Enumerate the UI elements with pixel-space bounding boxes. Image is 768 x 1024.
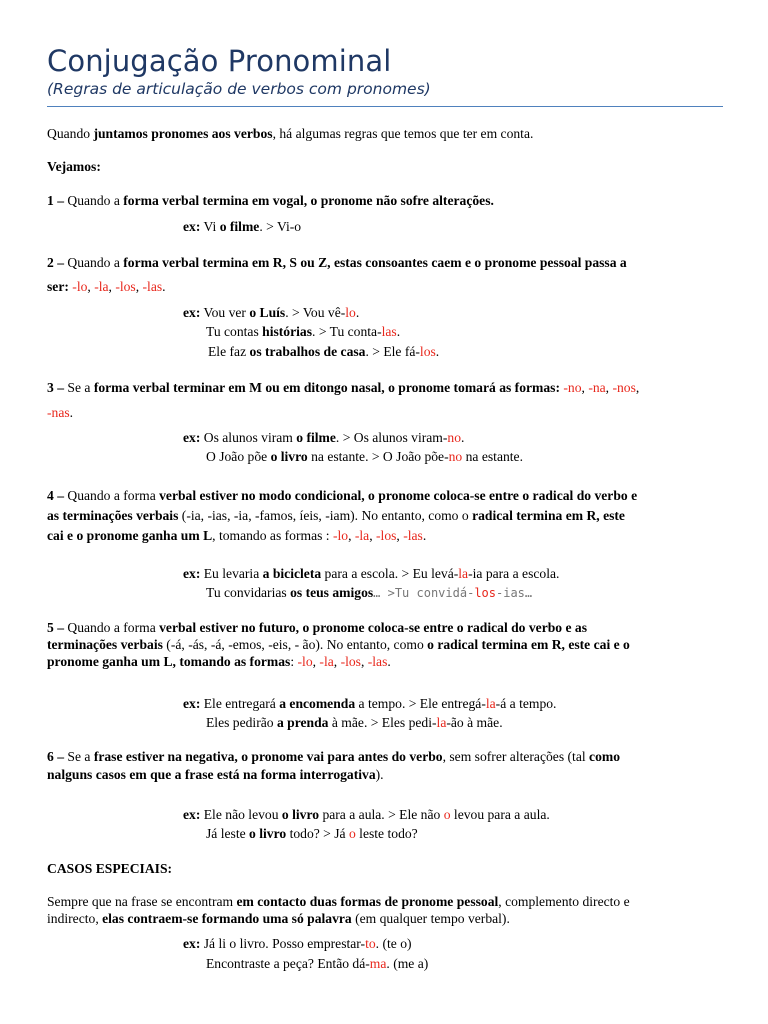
separator: , [396,528,404,543]
rule-text: Quando a forma [64,620,160,635]
rule-5-line-1 [47,619,587,636]
example-text: Eles pedirão [206,715,277,730]
rule-3-example-2 [206,448,523,465]
example-pronoun: ma [369,956,387,971]
example-text: . [396,324,401,339]
rule-text: (-á, -ás, -á, -emos, -eis, - ão). No entanto, como [162,637,428,652]
rule-2-example-2 [206,323,400,340]
rule-text: Se a [64,380,94,395]
rule-text: Se a [64,749,94,764]
rule-text: : [290,654,298,669]
separator: . [422,528,427,543]
rule-number: 1 – [47,193,64,208]
example-text: Eu levaria [200,566,263,581]
rule-emphasis: ser: [47,279,69,294]
rule-emphasis: forma verbal termina em vogal, o pronome não sofre alterações. [123,193,494,208]
rule-number: 5 – [47,620,64,635]
example-pronoun: las [381,324,397,339]
rule-emphasis: radical termina em R, este [472,508,625,523]
rule-5-line-3 [47,653,391,670]
example-label: ex: [183,807,201,822]
pronoun-form: -nas [47,405,70,420]
pronoun-form: -lo [297,654,313,669]
rule-2-example-1 [183,304,359,321]
rule-5-line-2 [47,636,630,653]
special-example-1 [183,935,412,952]
separator: . [162,279,166,294]
example-text: -ia para a escola. [468,566,560,581]
special-emphasis: em contacto duas formas de pronome pessoal [236,894,499,909]
example-text: Os alunos viram [200,430,297,445]
example-label: ex: [183,696,201,711]
example-text: Vou ver [200,305,250,320]
rule-3-line-1 [47,379,639,396]
example-pronoun: la [436,715,447,730]
example-object: os trabalhos de casa [249,344,366,359]
example-pronoun: to [365,936,376,951]
example-pronoun: o [443,807,451,822]
pronoun-form: -no [559,380,582,395]
rule-4-line-2 [47,507,625,524]
separator: , [312,654,320,669]
example-text: levou para a aula. [450,807,550,822]
example-object: o livro [270,449,308,464]
example-pronoun: no [448,449,463,464]
example-text: na estante. [462,449,523,464]
special-text: (em qualquer tempo verbal). [351,911,510,926]
rule-5-example-1 [183,695,556,712]
rule-emphasis: verbal estiver no futuro, o pronome coloca-se entre o radical do verbo e as [159,620,588,635]
special-emphasis: elas contraem-se formando uma só palavra [102,911,352,926]
rule-emphasis: cai e o pronome ganha um L [47,528,213,543]
rule-text: , tomando as formas : [212,528,333,543]
special-text: Sempre que na frase se encontram [47,894,237,909]
separator: . [387,654,391,669]
rule-4-example-2 [206,584,532,602]
rule-text: ). [375,767,384,782]
rule-3-line-2 [47,404,73,421]
special-text: , complemento directo e [498,894,630,909]
rule-emphasis: forma verbal terminar em M ou em ditongo nasal, o pronome tomará as formas: [93,380,560,395]
rule-6-line-1 [47,748,620,765]
example-object: os teus amigos [290,585,374,600]
example-object: o livro [249,826,287,841]
example-object: o Luís [249,305,286,320]
example-text: . (te o) [375,936,412,951]
rule-6-example-1 [183,806,550,823]
pronoun-form: -los [340,654,361,669]
rule-number: 6 – [47,749,64,764]
rule-text: , sem sofrer alterações (tal [442,749,590,764]
special-cases-heading [47,860,172,877]
example-object: o livro [281,807,320,822]
example-label: ex: [183,430,201,445]
separator: , [108,279,116,294]
example-label: ex: [183,219,201,234]
rule-number: 3 – [47,380,64,395]
example-text: . > Vi-o [259,219,302,234]
pronoun-form: -lo [332,528,349,543]
example-text: todo? > Já [286,826,349,841]
pronoun-form: -la [94,279,109,294]
separator: , [333,654,341,669]
example-pronoun: los [474,586,496,600]
example-pronoun: lo [345,305,356,320]
rule-4-example-1 [183,565,559,582]
rule-emphasis: forma verbal termina em R, S ou Z, estas consoantes caem e o pronome pessoal passa a [123,255,627,270]
example-text: . > Tu conta- [312,324,382,339]
example-text: leste todo? [355,826,418,841]
rule-5-example-2 [206,714,503,731]
rule-4-line-3 [47,527,426,544]
example-text: a tempo. > Ele entregá- [355,696,486,711]
example-text: . [435,344,440,359]
rule-emphasis: verbal estiver no modo condicional, o pronome coloca-se entre o radical do verbo e [159,488,638,503]
separator: . [69,405,74,420]
title-divider [47,106,723,107]
rule-2-line-1 [47,254,627,271]
separator: , [369,528,377,543]
separator: , [348,528,355,543]
separator: , [581,380,589,395]
intro-text: Quando [47,126,94,141]
example-text: O João põe [206,449,271,464]
example-text: Tu convidarias [206,585,291,600]
rule-1-example [183,218,301,235]
pronoun-form: -los [115,279,136,294]
page-subtitle: (Regras de articulação de verbos com pronomes) [47,80,431,98]
example-text: Ele faz [208,344,250,359]
example-object: a bicicleta [262,566,322,581]
rule-emphasis: pronome ganha um L, tomando as formas [47,654,291,669]
separator: , [87,279,95,294]
special-line-1 [47,893,630,910]
vejamos-heading [47,158,101,175]
rule-4-line-1 [47,487,637,504]
example-pronoun: la [485,696,496,711]
example-text: -ias… [496,586,533,600]
pronoun-form: -na [588,380,606,395]
example-text: … >Tu convidá- [373,586,475,600]
example-text: para a aula. > Ele não [319,807,444,822]
pronoun-form: -las [403,528,423,543]
example-object: o filme [296,430,336,445]
rule-6-example-2 [206,825,418,842]
rule-text: Quando a forma [64,488,160,503]
rule-emphasis: nalguns casos em que a frase está na forma interrogativa [47,767,376,782]
rule-number: 4 – [47,488,64,503]
pronoun-form: -los [376,528,397,543]
example-object: o filme [219,219,260,234]
rule-2-example-3 [208,343,439,360]
rule-emphasis: como [589,749,620,764]
example-label: ex: [183,305,201,320]
rule-number: 2 – [47,255,64,270]
example-text: Vi [200,219,220,234]
pronoun-form: -lo [68,279,88,294]
example-pronoun: o [348,826,356,841]
rule-text: Quando a [64,255,124,270]
example-text: . > Ele fá- [365,344,420,359]
example-object: histórias [262,324,313,339]
example-text: à mãe. > Eles pedi- [328,715,437,730]
example-text: Tu contas [206,324,263,339]
vejamos-label: Vejamos: [47,159,101,174]
example-text: Ele entregará [200,696,280,711]
special-heading-text: CASOS ESPECIAIS: [47,861,173,876]
special-line-2 [47,910,510,927]
example-label: ex: [183,936,201,951]
pronoun-form: -nos [612,380,636,395]
example-text: -ão à mãe. [446,715,503,730]
example-text: . [461,430,465,445]
separator: , [605,380,613,395]
example-pronoun: la [458,566,469,581]
example-text: na estante. > O João põe- [307,449,449,464]
rule-emphasis: as terminações verbais [47,508,179,523]
page-title: Conjugação Pronominal [47,44,392,78]
separator: , [135,279,143,294]
example-object: a encomenda [279,696,356,711]
intro-emphasis: juntamos pronomes aos verbos [93,126,273,141]
rule-1 [47,192,494,209]
separator: , [635,380,640,395]
rule-6-line-2 [47,766,384,783]
example-text: . > Vou vê- [285,305,346,320]
pronoun-form: -la [354,528,370,543]
special-example-2 [206,955,428,972]
example-text: -á a tempo. [495,696,557,711]
special-text: indirecto, [47,911,103,926]
example-pronoun: no [447,430,461,445]
intro-paragraph [47,125,533,142]
rule-text: (-ia, -ias, -ia, -famos, íeis, -iam). No entanto, como o [178,508,473,523]
rule-2-line-2 [47,278,166,295]
example-text: . (me a) [386,956,429,971]
example-text: para a escola. > Eu levá- [321,566,459,581]
intro-text: , há algumas regras que temos que ter em conta. [272,126,534,141]
rule-text: Quando a [64,193,124,208]
pronoun-form: -la [319,654,334,669]
example-text: . [355,305,360,320]
pronoun-form: -las [367,654,388,669]
example-text: . > Os alunos viram- [335,430,448,445]
example-text: Já leste [206,826,250,841]
example-object: a prenda [276,715,329,730]
example-label: ex: [183,566,201,581]
example-pronoun: los [419,344,436,359]
rule-emphasis: terminações verbais [47,637,163,652]
rule-3-example-1 [183,429,464,446]
pronoun-form: -las [142,279,163,294]
separator: , [360,654,368,669]
example-text: Encontraste a peça? Então dá- [206,956,370,971]
example-text: Já li o livro. Posso emprestar- [200,936,366,951]
example-text: Ele não levou [200,807,282,822]
rule-emphasis: o radical termina em R, este cai e o [427,637,630,652]
rule-emphasis: frase estiver na negativa, o pronome vai para antes do verbo [93,749,443,764]
